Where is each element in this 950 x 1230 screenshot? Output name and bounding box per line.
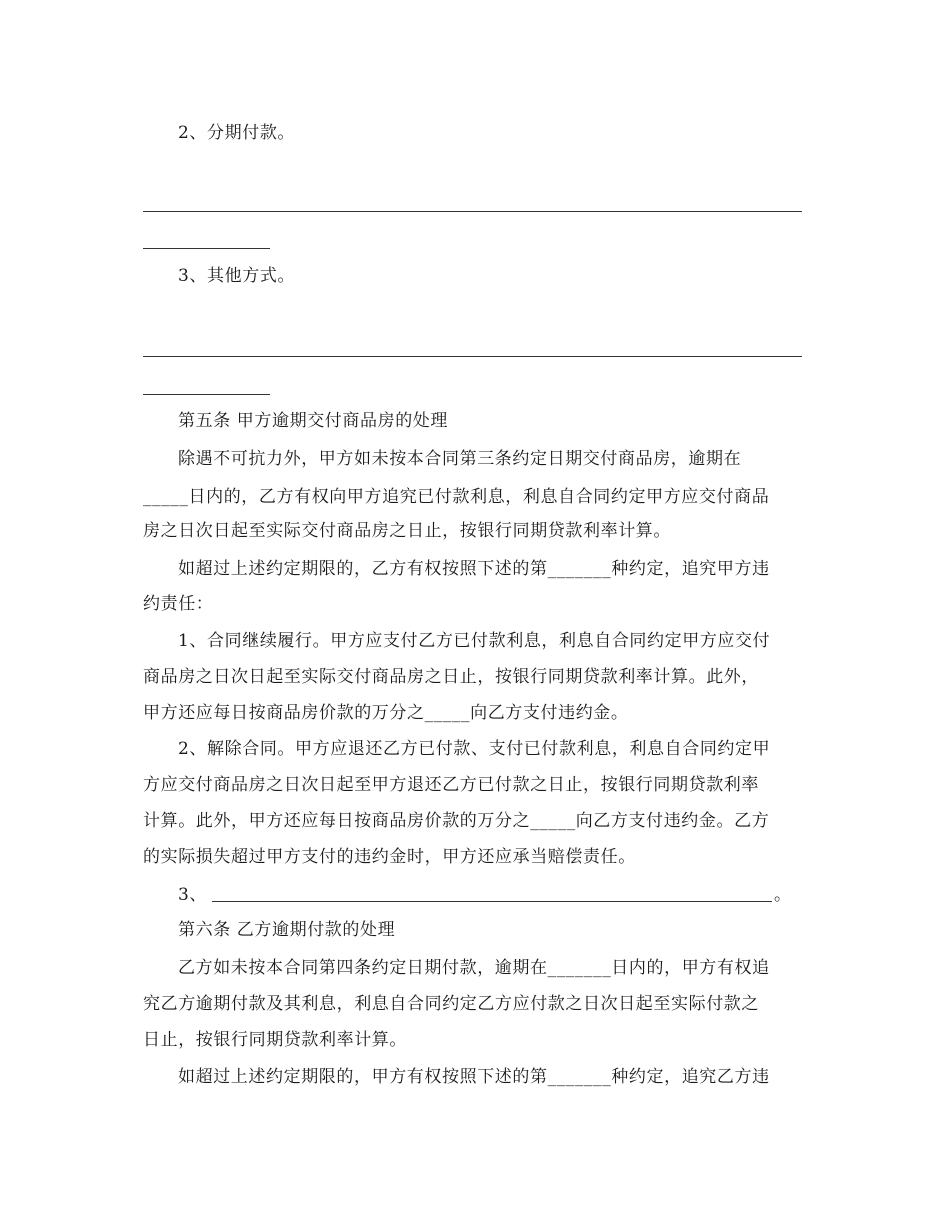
article5-opt1-line: 商品房之日次日起至实际交付商品房之日止，按银行同期贷款利率计算。此外， <box>143 667 759 687</box>
article5-p2-line: 如超过上述约定期限的，乙方有权按照下述的第_______种约定，追究甲方违 <box>178 559 770 579</box>
article6-title: 第六条 乙方逾期付款的处理 <box>178 920 396 940</box>
article5-title: 第五条 甲方逾期交付商品房的处理 <box>178 411 449 431</box>
article6-p1-line: 究乙方逾期付款及其利息，利息自合同约定乙方应付款之日次日起至实际付款之 <box>143 994 759 1014</box>
article5-p2-line: 约责任： <box>143 594 214 614</box>
article5-opt3-suffix: 。 <box>774 885 792 905</box>
blank-line <box>212 901 772 902</box>
blank-line <box>143 248 270 249</box>
article6-p1-line: 日止，按银行同期贷款利率计算。 <box>143 1030 407 1050</box>
article5-p1-line: _____日内的，乙方有权向甲方追究已付款利息，利息自合同约定甲方应交付商品 <box>143 487 770 507</box>
article5-opt1-line: 1、合同继续履行。甲方应支付乙方已付款利息，利息自合同约定甲方应交付 <box>178 631 771 651</box>
article5-p1-line: 除遇不可抗力外，甲方如未按本合同第三条约定日期交付商品房，逾期在 <box>178 449 742 469</box>
article5-opt2-line: 的实际损失超过甲方支付的违约金时，甲方还应承当赔偿责任。 <box>143 847 636 867</box>
blank-line <box>143 211 802 212</box>
item-other: 3、其他方式。 <box>178 266 296 286</box>
blank-line <box>143 394 270 395</box>
blank-line <box>143 356 802 357</box>
article5-opt2-line: 2、解除合同。甲方应退还乙方已付款、支付已付款利息，利息自合同约定甲 <box>178 739 771 759</box>
article5-opt2-line: 方应交付商品房之日次日起至甲方退还乙方已付款之日止，按银行同期贷款利率 <box>143 775 759 795</box>
article6-p2-line: 如超过上述约定期限的，甲方有权按照下述的第_______种约定，追究乙方违 <box>178 1067 770 1087</box>
article5-opt1-line: 甲方还应每日按商品房价款的万分之_____向乙方支付违约金。 <box>143 703 629 723</box>
article5-opt3-prefix: 3、 <box>178 885 208 905</box>
article5-opt2-line: 计算。此外，甲方还应每日按商品房价款的万分之_____向乙方支付违约金。乙方 <box>143 811 770 831</box>
article6-p1-line: 乙方如未按本合同第四条约定日期付款，逾期在_______日内的，甲方有权追 <box>178 958 770 978</box>
article5-p1-line: 房之日次日起至实际交付商品房之日止，按银行同期贷款利率计算。 <box>143 521 671 541</box>
item-installment: 2、分期付款。 <box>178 123 296 143</box>
